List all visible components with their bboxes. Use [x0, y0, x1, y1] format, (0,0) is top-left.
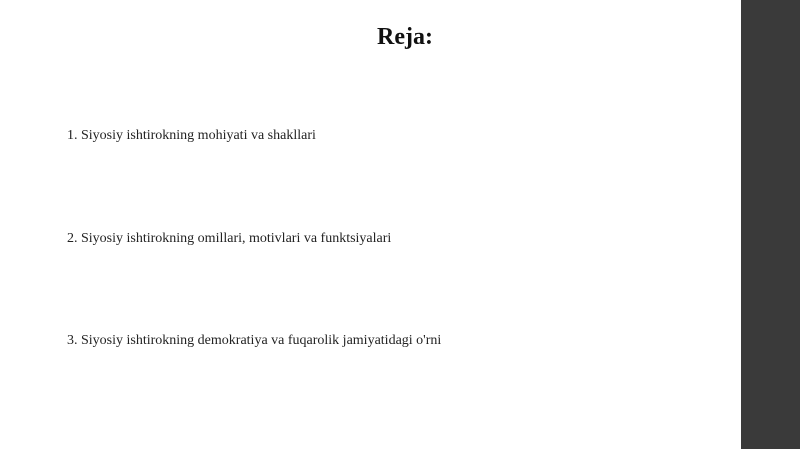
slide-title: Reja:	[377, 24, 433, 50]
plan-item-2: 2. Siyosiy ishtirokning omillari, motivlari va funktsiyalari	[67, 231, 392, 246]
plan-item-1: 1. Siyosiy ishtirokning mohiyati va shakllari	[67, 128, 316, 143]
side-panel	[741, 0, 800, 449]
plan-item-3: 3. Siyosiy ishtirokning demokratiya va fuqarolik jamiyatidagi o'rni	[67, 333, 442, 348]
